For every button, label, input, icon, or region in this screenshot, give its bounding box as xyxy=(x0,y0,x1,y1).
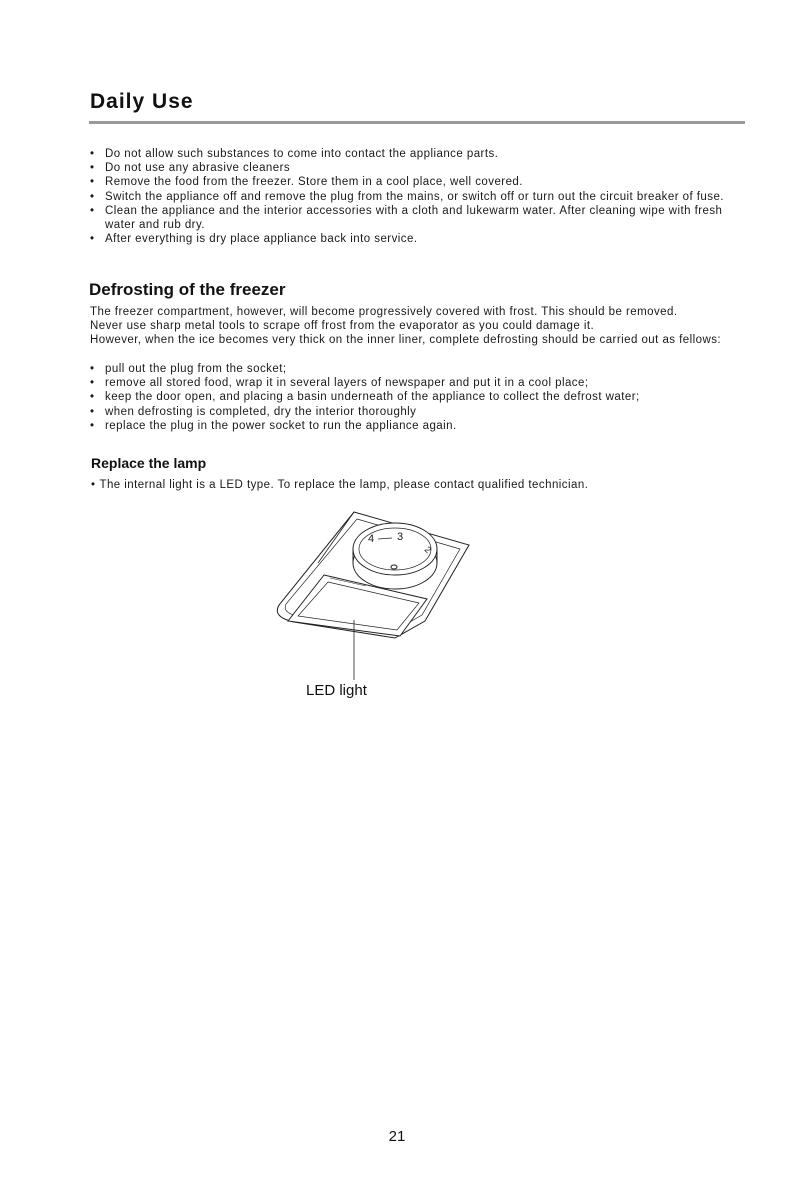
lamp-heading: Replace the lamp xyxy=(91,455,207,471)
list-item: • Do not use any abrasive cleaners xyxy=(90,162,291,175)
led-light-illustration xyxy=(270,505,480,680)
bullet-icon: • xyxy=(90,377,95,390)
bullet-icon: • xyxy=(91,479,96,491)
page-number: 21 xyxy=(388,1128,406,1145)
bullet-icon: • xyxy=(90,419,95,432)
list-item: • when defrosting is completed, dry the interior thoroughly xyxy=(90,405,417,418)
page-title: Daily Use xyxy=(90,90,194,113)
dial-knob xyxy=(353,523,437,589)
led-light-label: LED light xyxy=(306,682,367,699)
cleaning-list xyxy=(90,147,750,246)
dial-number: 4 xyxy=(368,533,375,545)
bullet-icon: • xyxy=(90,176,95,189)
list-item: • Do not allow such substances to come into contact the appliance parts. xyxy=(90,148,499,160)
dial-number: 3 xyxy=(397,531,404,543)
list-item: • Switch the appliance off and remove the plug from the mains, or switch off or turn out the circuit breaker of fuse. xyxy=(90,190,724,203)
bullet-icon: • xyxy=(90,162,95,175)
list-item: • replace the plug in the power socket to run the appliance again. xyxy=(90,419,457,432)
bullet-icon: • xyxy=(90,190,95,203)
panel-side-edge xyxy=(318,512,354,563)
paragraph: The freezer compartment, however, will become progressively covered with frost. This should be removed. xyxy=(90,306,678,318)
bullet-icon: • xyxy=(90,233,95,246)
bullet-icon: • xyxy=(90,391,95,404)
lamp-note: • The internal light is a LED type. To replace the lamp, please contact qualified technician. xyxy=(91,479,589,491)
bullet-icon: • xyxy=(90,405,95,418)
paragraph: Never use sharp metal tools to scrape off frost from the evaporator as you could damage it. xyxy=(90,320,595,333)
defrosting-heading: Defrosting of the freezer xyxy=(89,280,286,299)
title-divider xyxy=(89,121,745,124)
list-item: • remove all stored food, wrap it in several layers of newspaper and put it in a cool place; xyxy=(90,377,589,390)
dial-number: 2 xyxy=(422,544,434,555)
list-item: • pull out the plug from the socket; xyxy=(90,363,287,375)
list-item: • After everything is dry place appliance back into service. xyxy=(90,233,418,246)
bullet-icon: • xyxy=(90,148,95,160)
defrosting-text xyxy=(90,305,750,348)
defrosting-steps xyxy=(90,362,750,433)
list-item: • Clean the appliance and the interior accessories with a cloth and lukewarm water. After cleaning wipe with fresh water and rub dry. xyxy=(90,204,723,232)
list-item: • keep the door open, and placing a basin underneath of the appliance to collect the defrost water; xyxy=(90,391,640,404)
bullet-icon: • xyxy=(90,204,95,217)
bullet-icon: • xyxy=(90,363,95,375)
list-item: • Remove the food from the freezer. Store them in a cool place, well covered. xyxy=(90,176,523,189)
paragraph: However, when the ice becomes very thick on the inner liner, complete defrosting should be carried out as fellows: xyxy=(90,334,722,347)
